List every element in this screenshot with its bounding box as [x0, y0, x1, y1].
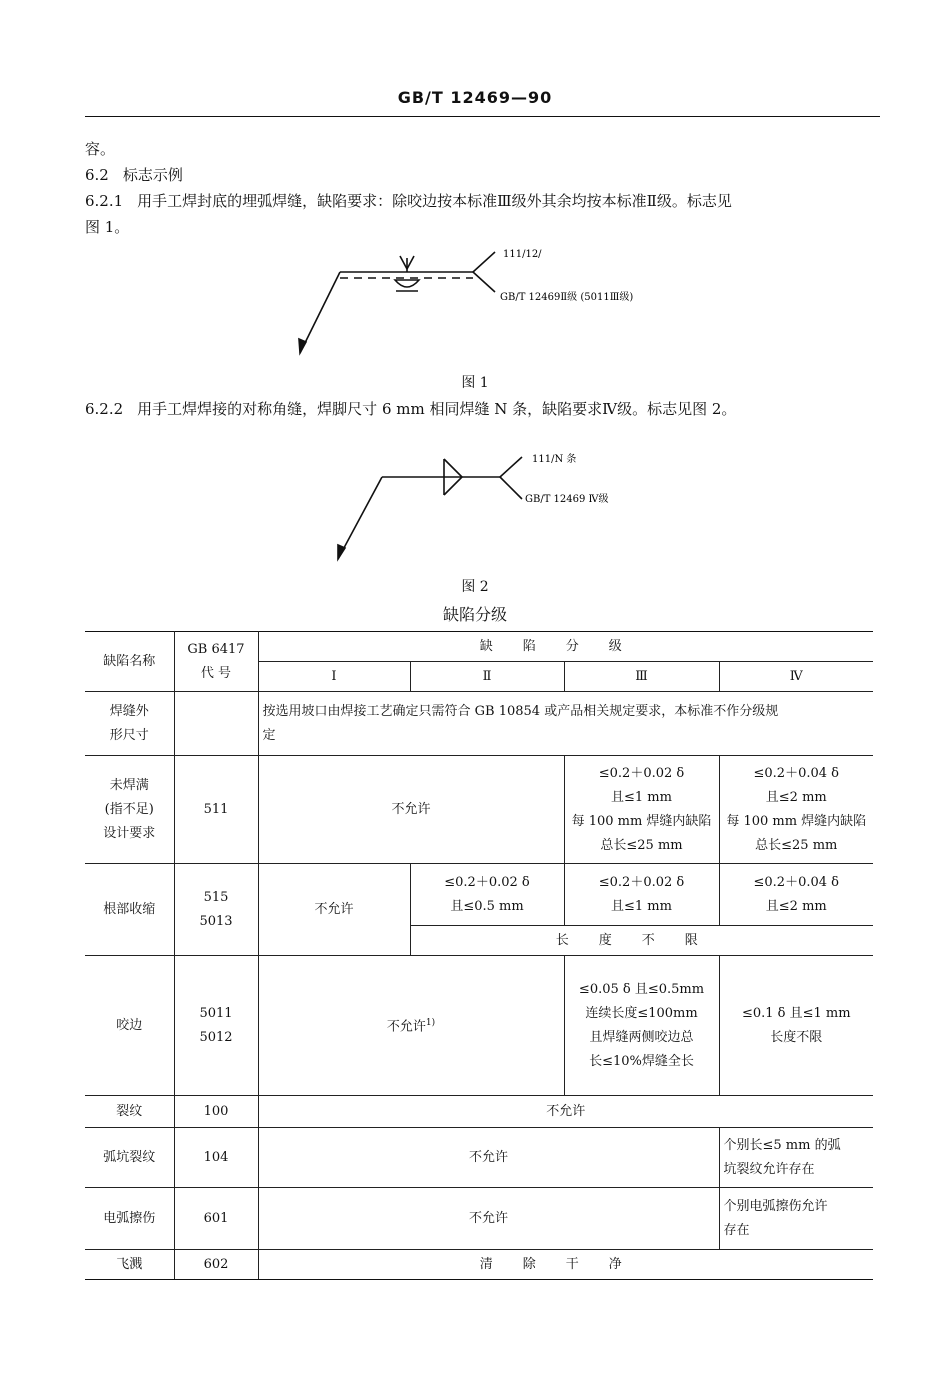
cell-text: 清除干净	[258, 1250, 873, 1280]
figure-1-caption: 图 1	[461, 375, 489, 391]
section-text: 用手工焊焊接的对称角缝，焊脚尺寸 6 mm 相同焊缝 N 条，缺陷要求Ⅳ级。标志见图 2。	[137, 400, 737, 418]
cell-text: 总长≤25 mm	[600, 837, 683, 853]
section-6-2-1	[85, 190, 732, 212]
table-row	[85, 864, 873, 926]
cell-text: ≤0.1 δ 且≤1 mm	[741, 1005, 851, 1021]
cell-text: 每 100 mm 焊缝内缺陷	[571, 813, 712, 829]
cell-text: 且≤1 mm	[611, 898, 672, 914]
row-code: 5011	[199, 1005, 233, 1021]
cell-text: ≤0.2＋0.02 δ	[598, 874, 685, 890]
row-code: 511	[174, 756, 258, 864]
row-code: 5012	[199, 1029, 233, 1045]
row-name: 根部收缩	[85, 864, 174, 956]
cell-text: 不允许	[258, 1188, 719, 1250]
cell-text: 坑裂纹允许存在	[723, 1161, 815, 1177]
grade-4: Ⅳ	[719, 662, 873, 692]
row-name: 弧坑裂纹	[85, 1128, 174, 1188]
cell-text: 连续长度≤100mm	[585, 1005, 698, 1021]
cell-text: 个别电弧擦伤允许	[723, 1198, 828, 1214]
cell-text: 长度不限	[410, 926, 873, 956]
table-row	[85, 756, 873, 864]
row-name: 形尺寸	[109, 727, 149, 743]
weld-v-right	[407, 256, 414, 269]
table-row	[85, 956, 873, 1096]
cell-text	[258, 956, 564, 1096]
arrowhead	[299, 339, 306, 353]
arrowhead	[338, 545, 345, 559]
fig1-bottom-label: GB/T 12469Ⅱ级 (5011Ⅲ级)	[500, 292, 634, 303]
cell-text: 且≤1 mm	[611, 789, 672, 805]
row-name: 设计要求	[103, 825, 156, 841]
cell-text: 不允许	[386, 1019, 426, 1035]
cell-text: ≤0.05 δ 且≤0.5mm	[578, 981, 705, 997]
grade-2: Ⅱ	[410, 662, 564, 692]
header-defect-name: 缺陷名称	[85, 632, 174, 692]
tail-upper	[473, 252, 495, 272]
section-6-2-2	[85, 398, 736, 420]
cell-text: ≤0.2＋0.04 δ	[753, 874, 839, 890]
section-6-2	[85, 164, 183, 186]
cell-text: 不允许	[258, 1096, 873, 1128]
page-header: GB/T 12469—90	[397, 88, 553, 107]
cell-text: ≤0.2＋0.02 δ	[444, 874, 530, 890]
backing-weld-symbol	[395, 280, 419, 287]
row-code: 104	[174, 1128, 258, 1188]
cell-text: 存在	[723, 1222, 750, 1238]
cell-text: 定	[262, 727, 276, 743]
row-name: 裂纹	[85, 1096, 174, 1128]
header-code	[174, 632, 258, 692]
cell-text: 长≤10%焊缝全长	[589, 1053, 694, 1069]
fig2-top-label: 111/N 条	[532, 454, 577, 465]
arrow-line	[300, 272, 340, 353]
row-name: 焊缝外	[109, 703, 149, 719]
table-row	[85, 1096, 873, 1128]
table-row	[85, 692, 873, 756]
row-name: 飞溅	[85, 1250, 174, 1280]
tail-lower	[500, 477, 522, 499]
row-name: 未焊满	[109, 777, 149, 793]
text-line-1: 容。	[85, 140, 116, 158]
section-title: 标志示例	[122, 166, 183, 184]
cell-text: 按选用坡口由焊接工艺确定只需符合 GB 10854 或产品相关规定要求，本标准不作分级规	[262, 703, 779, 719]
table-title: 缺陷分级	[442, 605, 507, 624]
section-number: 6.2	[85, 166, 109, 184]
header-code-line1: GB 6417	[187, 641, 245, 657]
cell-text: 长度不限	[770, 1029, 823, 1045]
figure-1	[280, 238, 700, 363]
cell-text: 且≤2 mm	[765, 789, 827, 805]
cell-text: 且焊缝两侧咬边总	[589, 1029, 694, 1045]
cell-text: 不允许	[258, 756, 564, 864]
cell-text: 个别长≤5 mm 的弧	[723, 1137, 841, 1153]
row-name: 咬边	[85, 956, 174, 1096]
section-number: 6.2.2	[85, 400, 124, 418]
grade-1: Ⅰ	[258, 662, 410, 692]
header-code-line2: 代 号	[200, 665, 232, 681]
weld-v-left	[400, 256, 407, 269]
cell-text: ≤0.2＋0.02 δ	[598, 765, 685, 781]
row-name: 电弧擦伤	[85, 1188, 174, 1250]
header-grading: 缺陷分级	[258, 632, 873, 662]
section-text: 用手工焊封底的埋弧焊缝，缺陷要求：除咬边按本标准Ⅲ级外其余均按本标准Ⅱ级。标志见	[137, 192, 732, 210]
row-code: 5013	[199, 913, 233, 929]
defect-grading-table	[85, 631, 873, 1280]
figure-2	[320, 447, 660, 567]
arrow-line	[338, 477, 382, 559]
table-row	[85, 1128, 873, 1188]
fig2-bottom-label: GB/T 12469 Ⅳ级	[525, 494, 609, 505]
header-rule	[85, 116, 880, 117]
text-line-4: 图 1。	[85, 218, 130, 236]
tail-upper	[500, 457, 522, 477]
table-row	[85, 1250, 873, 1280]
row-code: 602	[174, 1250, 258, 1280]
cell-text: 不允许	[258, 1128, 719, 1188]
cell-text: 总长≤25 mm	[755, 837, 838, 853]
row-code: 515	[203, 889, 229, 905]
grade-3: Ⅲ	[564, 662, 719, 692]
fillet-lower	[444, 477, 462, 495]
cell-text: 不允许	[258, 864, 410, 956]
cell-text: ≤0.2＋0.04 δ	[753, 765, 839, 781]
row-code: 601	[174, 1188, 258, 1250]
table-row	[85, 1188, 873, 1250]
section-number: 6.2.1	[85, 192, 124, 210]
figure-2-caption: 图 2	[461, 579, 489, 595]
cell-text: 且≤0.5 mm	[450, 898, 524, 914]
cell-text: 且≤2 mm	[765, 898, 827, 914]
fig1-top-label: 111/12/	[503, 249, 542, 260]
fillet-upper	[444, 459, 462, 477]
row-name: (指不足)	[104, 801, 154, 817]
footnote-mark: 1)	[425, 1018, 436, 1029]
row-code: 100	[174, 1096, 258, 1128]
cell-text: 每 100 mm 焊缝内缺陷	[726, 813, 867, 829]
tail-lower	[473, 272, 495, 292]
